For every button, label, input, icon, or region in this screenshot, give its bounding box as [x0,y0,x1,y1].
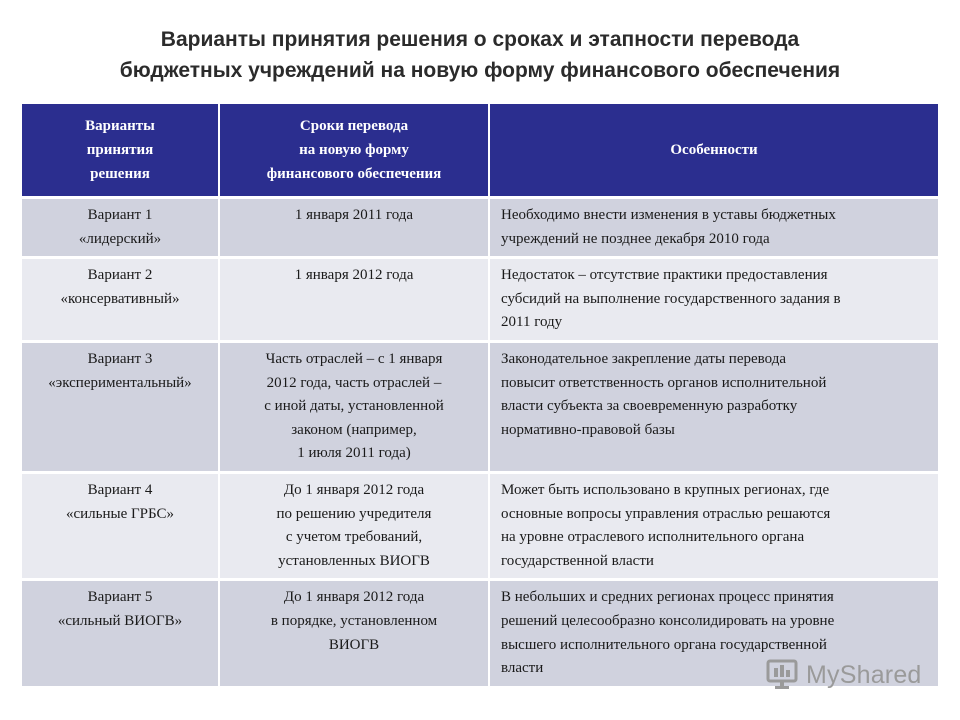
term-cell: 1 января 2011 года [219,198,489,258]
header-variants: Варианты принятия решения [22,104,219,198]
term-cell: 1 января 2012 года [219,258,489,342]
myshared-watermark [766,655,936,695]
table-row [22,341,938,472]
features-cell: Законодательное закрепление даты перевода повысит ответственность органов исполнительной власти субъекта за своевременную разработку нормативно-правовой базы [489,341,938,472]
table-row [22,472,938,579]
features-cell: Недостаток – отсутствие практики предоставления субсидий на выполнение государственного задания в 2011 году [489,258,938,342]
variant-cell: Вариант 5 «сильный ВИОГВ» [22,580,219,686]
table-row [22,198,938,258]
page-title [0,24,960,86]
term-cell: До 1 января 2012 года в порядке, установленном ВИОГВ [219,580,489,686]
variants-table [22,104,938,686]
features-cell: В небольших и средних регионах процесс принятия решений целесообразно консолидировать на уровне высшего исполнительного органа государственной власти [489,580,938,686]
variant-cell: Вариант 2 «консервативный» [22,258,219,342]
term-cell: До 1 января 2012 года по решению учредителя с учетом требований, установленных ВИОГВ [219,472,489,579]
page-title-line-2: бюджетных учреждений на новую форму финансового обеспечения [119,59,841,82]
variant-cell: Вариант 1 «лидерский» [22,198,219,258]
variant-cell: Вариант 3 «экспериментальный» [22,341,219,472]
watermark-text: MyShared [806,660,922,689]
features-cell: Может быть использовано в крупных регионах, где основные вопросы управления отраслью решаются на уровне отраслевого исполнительного органа государственной власти [489,472,938,579]
header-terms: Сроки перевода на новую форму финансового обеспечения [219,104,489,198]
features-cell: Необходимо внести изменения в уставы бюджетных учреждений не позднее декабря 2010 года [489,198,938,258]
header-features: Особенности [489,104,938,198]
variant-cell: Вариант 4 «сильные ГРБС» [22,472,219,579]
table-row [22,258,938,342]
table-header-row [22,104,938,198]
term-cell: Часть отраслей – с 1 января 2012 года, часть отраслей – с иной даты, установленной законом (например, 1 июля 2011 года) [219,341,489,472]
page-title-line-1: Варианты принятия решения о сроках и этапности перевода [160,28,800,51]
presentation-board-icon [766,659,800,691]
